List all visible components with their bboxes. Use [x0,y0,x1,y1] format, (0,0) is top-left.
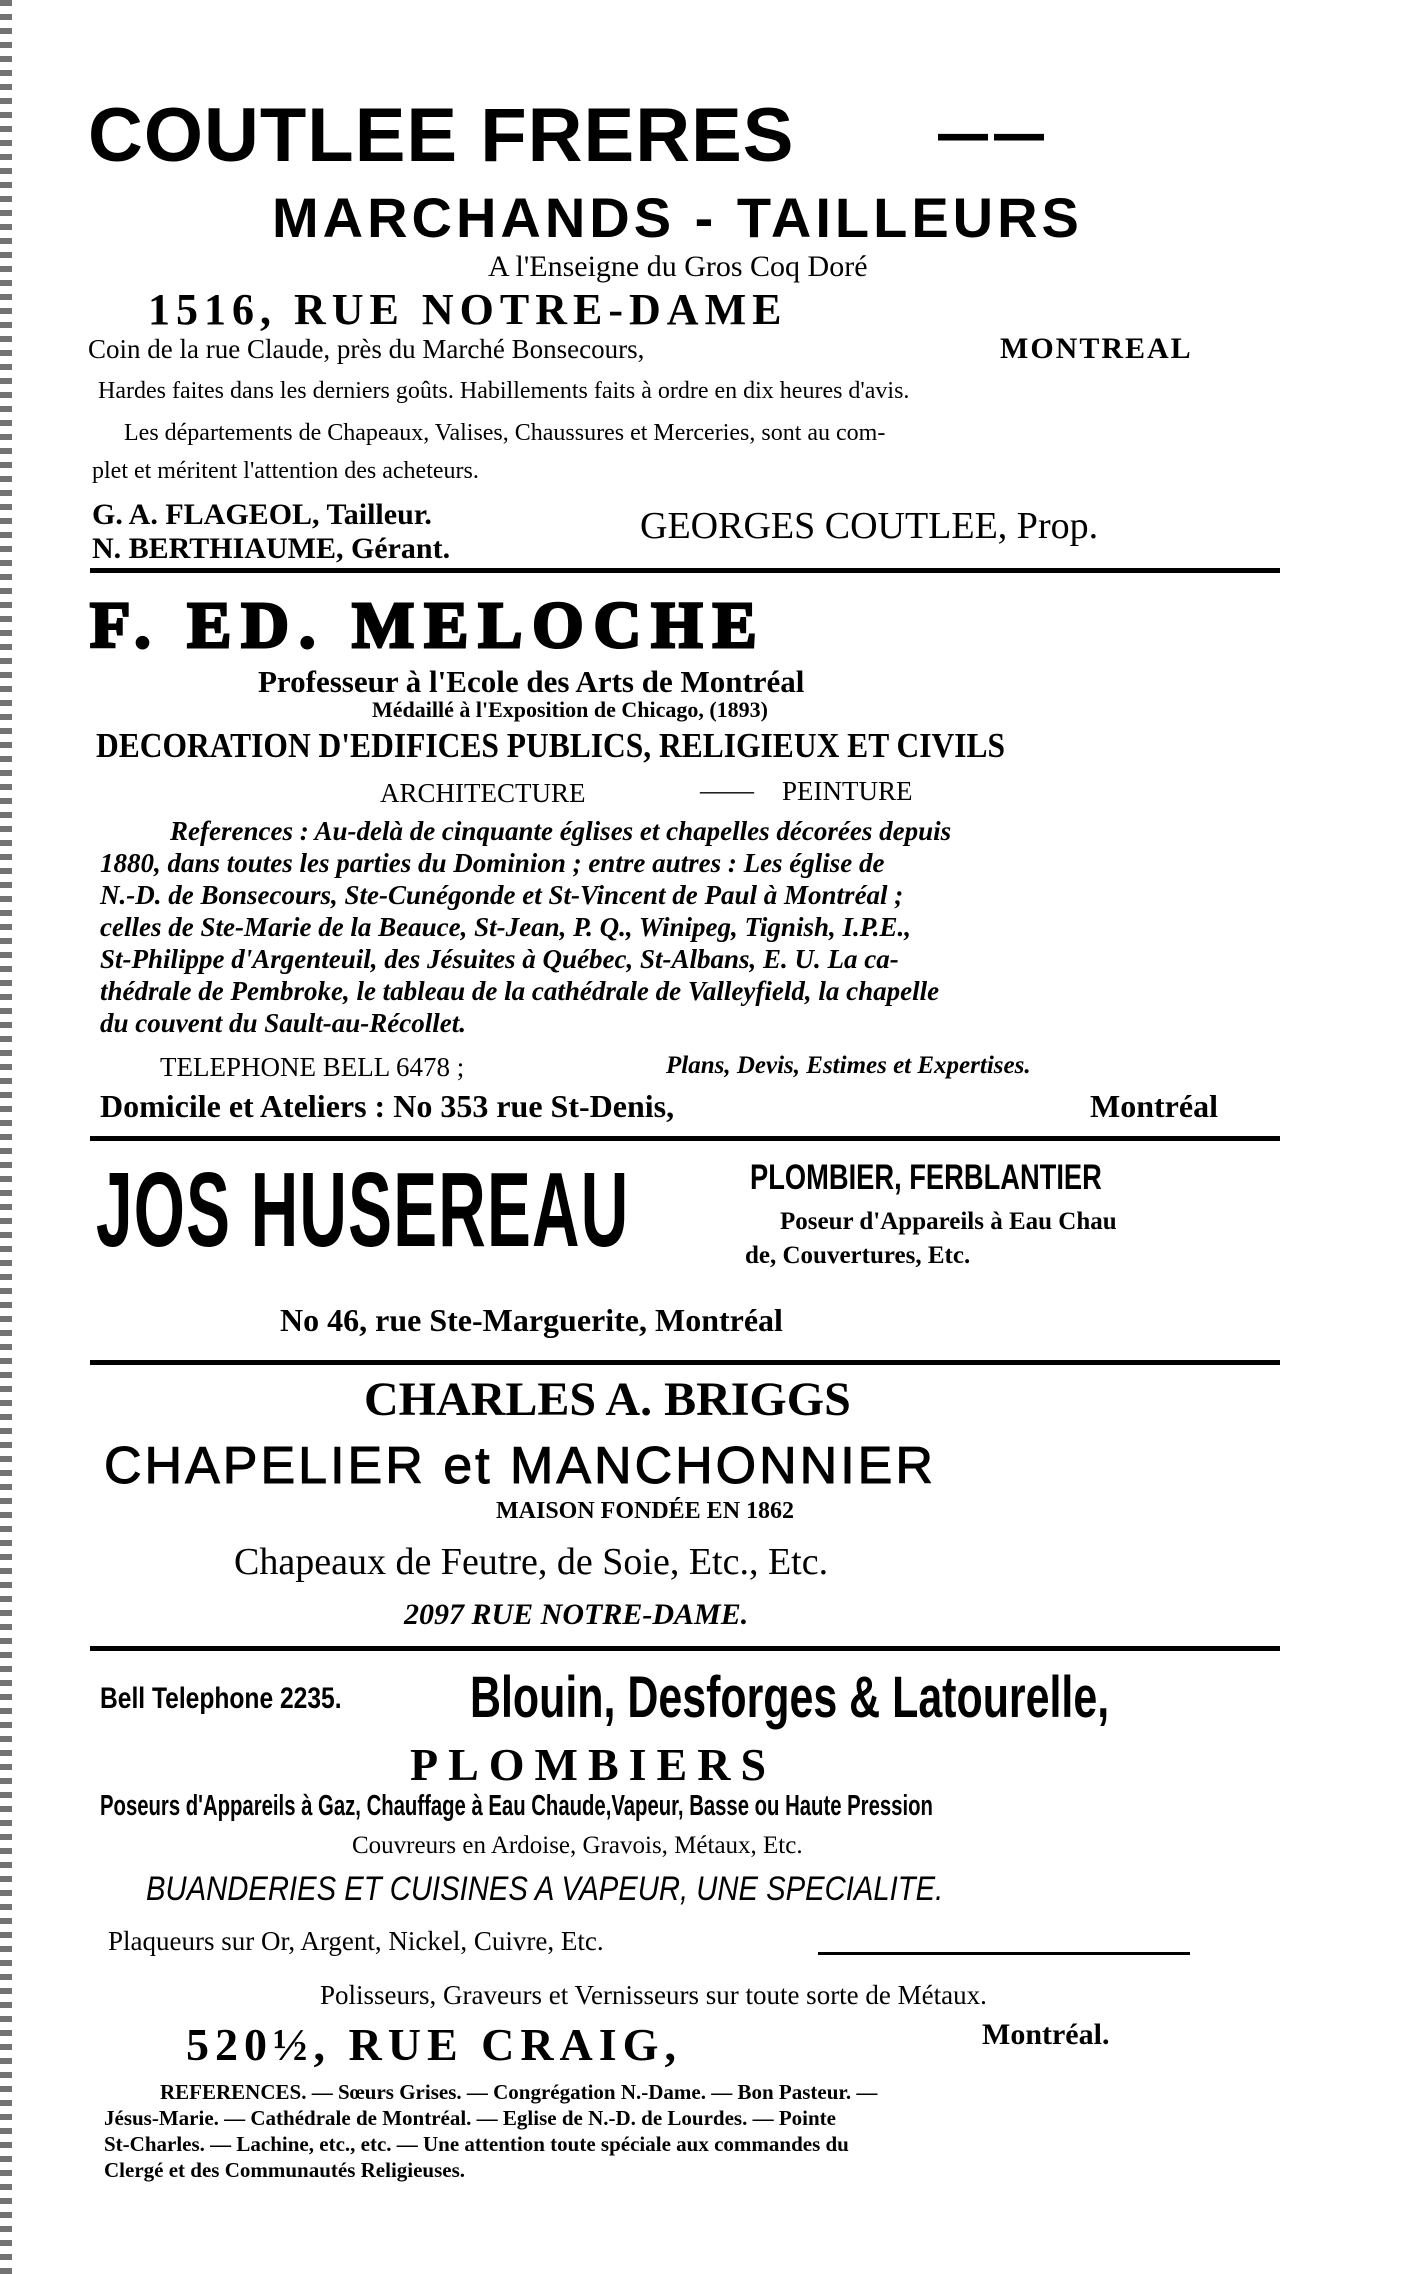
divider-1 [90,568,1280,573]
ad1-name: COUTLEE FRERES [88,93,795,178]
ad1-trade: MARCHANDS - TAILLEURS [272,186,1083,249]
ad5-line2: Couvreurs en Ardoise, Gravois, Métaux, Etc. [352,1832,803,1859]
divider-2 [90,1136,1280,1141]
ad1-line1: Hardes faites dans les derniers goûts. Habillements faits à ordre en dix heures d'avis. [98,378,910,404]
ad2-telephone: TELEPHONE BELL 6478 ; [160,1052,465,1082]
ad5-phone: Bell Telephone 2235. [100,1682,342,1715]
ad2-ref-line: St-Philippe d'Argenteuil, des Jésuites à Québec, St-Albans, E. U. La ca- [100,944,899,974]
ad5-ref-line: REFERENCES. — Sœurs Grises. — Congrégation N.-Dame. — Bon Pasteur. — [160,2080,878,2104]
ad3-line2: de, Couvertures, Etc. [745,1242,971,1269]
ad3-name: JOS HUSEREAU [96,1151,630,1269]
ad5-ref-line: Jésus-Marie. — Cathédrale de Montréal. — Eglise de N.-D. de Lourdes. — Pointe [104,2106,836,2130]
ad1-city: MONTREAL [1000,332,1193,365]
page-edge [0,0,12,2274]
ad2-ref-line: References : Au-delà de cinquante églises et chapelles décorées depuis [170,816,952,846]
ad5-ref-line: St-Charles. — Lachine, etc., etc. — Une attention toute spéciale aux commandes du [104,2132,849,2156]
ad3-line1: Poseur d'Appareils à Eau Chau [780,1208,1117,1235]
ad2-architecture: ARCHITECTURE [380,778,586,808]
ad2-ref-line: N.-D. de Bonsecours, Ste-Cunégonde et St-Vincent de Paul à Montréal ; [100,880,904,910]
ad5-line1: Poseurs d'Appareils à Gaz, Chauffage à Eau Chaude,Vapeur, Basse ou Haute Pression [100,1790,933,1822]
ad5-line3-rule [818,1952,1190,1955]
ad5-trade: PLOMBIERS [410,1739,777,1790]
divider-3 [90,1360,1280,1365]
divider-4 [90,1646,1280,1651]
ad2-domicile: Domicile et Ateliers : No 353 rue St-Denis, [100,1088,675,1124]
ad2-decoration: DECORATION D'EDIFICES PUBLICS, RELIGIEUX ET CIVILS [96,726,1006,765]
ad1-staff1: G. A. FLAGEOL, Tailleur. [92,498,432,531]
ad5-specialty: BUANDERIES ET CUISINES A VAPEUR, UNE SPECIALITE. [146,1870,944,1908]
ad2-services: Plans, Devis, Estimes et Expertises. [666,1052,1031,1079]
ad2-ref-line: celles de Ste-Marie de la Beauce, St-Jean, P. Q., Winipeg, Tignish, I.P.E., [100,912,912,942]
ad2-dash: —— [700,775,754,805]
ad5-line3: Plaqueurs sur Or, Argent, Nickel, Cuivre, Etc. [108,1926,604,1956]
ad2-name: F. ED. MELOCHE [90,589,767,662]
ad2-title: Professeur à l'Ecole des Arts de Montréal [258,664,805,699]
ad1-corner: Coin de la rue Claude, près du Marché Bonsecours, [88,334,645,364]
ad5-line4: Polisseurs, Graveurs et Vernisseurs sur toute sorte de Métaux. [320,1980,987,2010]
ad2-ref-line: 1880, dans toutes les parties du Dominion ; entre autres : Les église de [100,848,885,878]
ad1-staff2: N. BERTHIAUME, Gérant. [92,532,451,565]
ad4-founded: MAISON FONDÉE EN 1862 [496,1498,795,1524]
ad2-ref-line: thédrale de Pembroke, le tableau de la cathédrale de Valleyfield, la chapelle [100,976,940,1006]
ad3-trade: PLOMBIER, FERBLANTIER [750,1158,1102,1197]
ad5-ref-line: Clergé et des Communautés Religieuses. [104,2158,466,2182]
ad1-line2b: plet et méritent l'attention des acheteurs. [92,458,479,484]
ad1-dash: —— [935,100,1047,166]
ad4-name: CHARLES A. BRIGGS [364,1373,851,1426]
ad4-trade: CHAPELIER et MANCHONNIER [104,1437,936,1495]
ad4-address: 2097 RUE NOTRE-DAME. [404,1598,749,1631]
ad5-address: 520½, RUE CRAIG, [186,2019,682,2070]
ad2-city: Montréal [1090,1088,1218,1124]
ad5-name: Blouin, Desforges & Latourelle, [470,1665,1110,1730]
ad3-address: No 46, rue Ste-Marguerite, Montréal [280,1302,783,1338]
ad4-products: Chapeaux de Feutre, de Soie, Etc., Etc. [234,1541,829,1583]
ad2-ref-line: du couvent du Sault-au-Récollet. [100,1008,467,1038]
ad1-address: 1516, RUE NOTRE-DAME [148,285,788,334]
ad2-painting: PEINTURE [782,776,913,806]
ad1-sign: A l'Enseigne du Gros Coq Doré [488,250,868,283]
ad1-proprietor: GEORGES COUTLEE, Prop. [640,505,1099,547]
ad1-line2a: Les départements de Chapeaux, Valises, Chaussures et Merceries, sont au com- [124,420,886,446]
ad5-city: Montréal. [982,2018,1110,2051]
ad2-medal: Médaillé à l'Exposition de Chicago, (1893) [372,697,768,722]
